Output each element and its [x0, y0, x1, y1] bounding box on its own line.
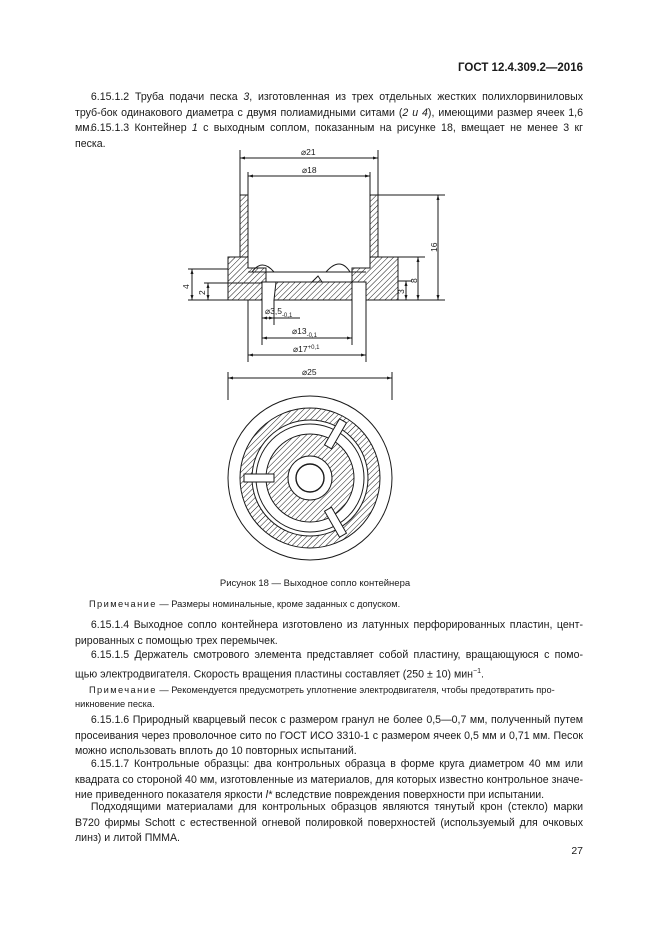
dim-d25-label: ⌀25 — [302, 367, 317, 377]
text-run: 2 и 4 — [402, 106, 428, 119]
note-text: — Размеры номинальные, кроме заданных с допуском. — [156, 599, 401, 609]
dim-h3-label: 3 — [396, 289, 406, 294]
dim-h8-label: 8 — [409, 278, 419, 283]
note-label: Примечание — [88, 685, 157, 695]
dim-d21-label: ⌀21 — [301, 147, 316, 157]
text-run: 6.15.1.6 Природный кварцевый песок с размером гранул не более 0,5—0,7 мм, полученный путем просеивания через проволочное сито по ГОСТ ИСО 3310-1 с размером ячеек 0,5 мм и 0,71 мм. Песок можно использовать вплоть до 10 повторных испытаний. — [75, 714, 583, 757]
note-1 — [75, 597, 583, 611]
figure-caption: Рисунок 18 — Выходное сопло контейнера — [219, 578, 411, 589]
dim-h16-label: 16 — [429, 242, 439, 252]
dim-d3-5-label: $⌀3,5_{-0,1}$ — [265, 306, 293, 319]
nozzle-section-view — [188, 150, 445, 362]
text-run: . — [481, 668, 484, 681]
dim-d13-label: $⌀13_{-0,1}$ — [292, 326, 317, 339]
text-run: 1 — [191, 122, 198, 134]
paragraph-suitable-materials — [75, 800, 583, 847]
page-number: 27 — [571, 845, 583, 857]
text-run: −1 — [473, 667, 482, 675]
dim-h2-label: 2 — [197, 290, 207, 295]
note-2 — [75, 683, 583, 711]
dim-d17-label: $⌀17^{+0,1}$ — [293, 344, 320, 354]
text-run: 6.15.1.7 Контрольные образцы: два контрольных образца в форме круга диаметром 40 мм или квадрата со стороной 40 мм, изготовленные из материалов, для которых известно контрольное значе-ние приведенного показателя яркости — [75, 758, 583, 801]
text-run: ), имеющими размер ячеек 1,6 мм. — [75, 106, 583, 134]
text-run: , изготовленная из трех отдельных жестких полихлорвиниловых труб-бок одинакового диаметра с двумя полиамидными ситами ( — [75, 91, 583, 119]
paragraph-6-15-1-5 — [75, 648, 583, 683]
dim-d18-label: ⌀18 — [302, 165, 317, 175]
text-run: 3 — [243, 91, 250, 103]
text-run: 6.15.1.2 Труба подачи песка — [90, 91, 244, 103]
note-label: Примечание — [88, 599, 157, 609]
text-run: l* — [265, 789, 273, 801]
document-header: ГОСТ 12.4.309.2—2016 — [458, 62, 583, 74]
dim-h4-label: 4 — [181, 284, 191, 289]
paragraph-6-15-1-7 — [75, 757, 583, 804]
text-run: вследствие повреждения поверхности при испытании. — [272, 789, 545, 801]
nozzle-plan-view — [228, 372, 392, 560]
text-run: Подходящими материалами для контрольных образцов являются тянутый крон (стекло) марки B720 фирмы Schott с естественной огневой полировкой поверхностей (используемый для очковых линз) и литой ПММА. — [75, 801, 583, 844]
note-text: — Рекомендуется предусмотреть уплотнение электродвигателя, чтобы предотвратить про-никновение песка. — [75, 685, 555, 709]
text-run: 6.15.1.3 Контейнер — [90, 122, 192, 134]
text-run: с выходным соплом, показанным на рисунке 18, вмещает не менее 3 кг песка. — [75, 122, 583, 150]
text-run: 6.15.1.4 Выходное сопло контейнера изготовлено из латунных перфорированных пластин, цент-рированных с помощью трех перемычек. — [75, 619, 583, 647]
paragraph-6-15-1-6 — [75, 713, 583, 760]
text-run: 6.15.1.5 Держатель смотрового элемента представляет собой пластину, вращающуюся с помо-щью электродвигателя. Скорость вращения пластины составляет (250 ± 10) мин — [75, 649, 583, 681]
paragraph-6-15-1-4 — [75, 618, 583, 649]
